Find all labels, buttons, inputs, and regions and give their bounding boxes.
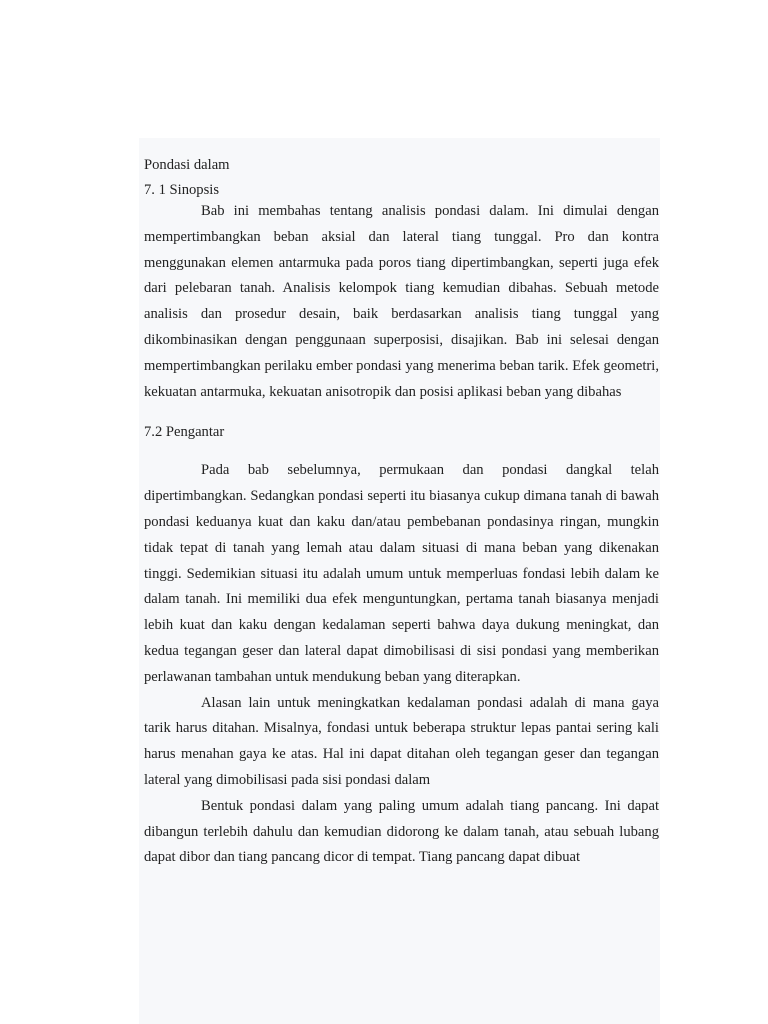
paragraph-pengantar-2: Alasan lain untuk meningkatkan kedalaman pondasi adalah di mana gaya tarik harus ditahan. Misalnya, fondasi untuk beberapa struktur lepas pantai sering kali harus menahan gaya ke atas. Hal ini dapat ditahan oleh tegangan geser dan tegangan lateral yang dimobilisasi pada sisi pondasi dalam bbox=[144, 694, 659, 788]
section-heading-pengantar: 7.2 Pengantar bbox=[144, 424, 225, 441]
paragraph-sinopsis: Bab ini membahas tentang analisis pondasi dalam. Ini dimulai dengan mempertimbangkan beban aksial dan lateral tiang tunggal. Pro dan kontra menggunakan elemen antarmuka pada poros tiang dipertimbangkan, seperti juga efek dari pelebaran tanah. Analisis kelompok tiang kemudian dibahas. Sebuah metode analisis dan prosedur desain, baik berdasarkan analisis tiang tunggal yang dikombinasikan dengan penggunaan superposisi, disajikan. Bab ini selesai dengan mempertimbangkan perilaku ember pondasi yang menerima beban tarik. Efek geometri, kekuatan antarmuka, kekuatan anisotropik dan posisi aplikasi beban yang dibahas bbox=[144, 203, 659, 400]
document-content bbox=[144, 150, 659, 871]
section-heading-sinopsis: 7. 1 Sinopsis bbox=[144, 182, 220, 198]
document-title: Pondasi dalam bbox=[144, 157, 230, 173]
spacer bbox=[144, 445, 659, 458]
paragraph-pengantar-3: Bentuk pondasi dalam yang paling umum adalah tiang pancang. Ini dapat dibangun terlebih dahulu dan kemudian didorong ke dalam tanah, atau sebuah lubang dapat dibor dan tiang pancang dicor di tempat. Tiang pancang dapat dibuat bbox=[144, 797, 659, 866]
paragraph-pengantar-1: Pada bab sebelumnya, permukaan dan pondasi dangkal telah dipertimbangkan. Sedangkan pondasi seperti itu biasanya cukup dimana tanah di bawah pondasi keduanya kuat dan kaku dan/atau pembebanan pondasinya ringan, mungkin tidak tepat di tanah yang lemah atau dalam situasi di mana beban yang dikenakan tinggi. Sedemikian situasi itu adalah umum untuk memperluas fondasi lebih dalam ke dalam tanah. Ini memiliki dua efek menguntungkan, pertama tanah biasanya menjadi lebih kuat dan kaku dengan kedalaman seperti bahwa daya dukung meningkat, dan kedua tegangan geser dan lateral dapat dimobilisasi di sisi pondasi yang memberikan perlawanan tambahan untuk mendukung beban yang diterapkan. bbox=[144, 462, 659, 685]
